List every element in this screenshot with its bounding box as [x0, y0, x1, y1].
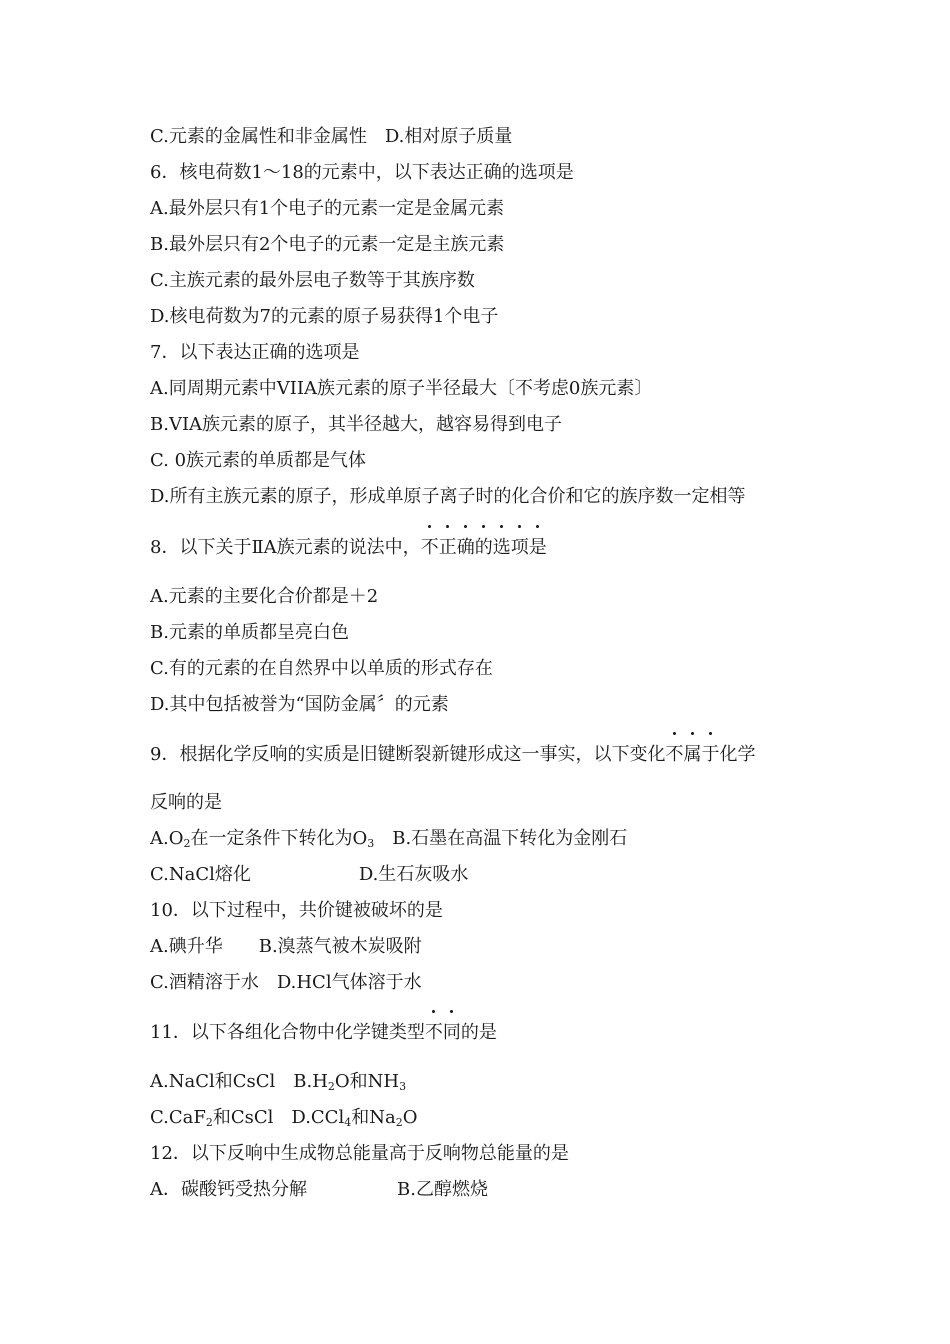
- emphasis-char: 的: [474, 537, 493, 558]
- q8-emphasis: [421, 537, 547, 558]
- emphasis-char: 项: [510, 537, 529, 558]
- q10-stem: 10．以下过程中，共价键被破坏的是: [150, 900, 443, 921]
- q9-stem-after: 化学: [719, 744, 756, 765]
- emphasis-char: 不: [420, 537, 439, 558]
- q11-stem: [150, 1022, 497, 1044]
- q11-stem-after: 的是: [460, 1022, 497, 1043]
- q11-option-cd-text: 和CsCl D.CCl: [212, 1107, 345, 1128]
- q11-option-d-text: 和Na: [351, 1107, 396, 1128]
- subscript: 2: [183, 837, 191, 850]
- q9-option-a-text-2: 在一定条件下转化为O: [190, 828, 368, 849]
- q6-stem: 6．核电荷数1～18的元素中，以下表达正确的选项是: [150, 162, 574, 183]
- q8-option-b: B.元素的单质都呈亮白色: [150, 622, 349, 643]
- emphasis-char: 于: [701, 744, 720, 765]
- q8-stem: [150, 537, 547, 559]
- q12-option-ab: A．碳酸钙受热分解 B.乙醇燃烧: [150, 1179, 488, 1200]
- q9-option-b-text: B.石墨在高温下转化为金刚石: [374, 828, 628, 849]
- q9-option-a-text: A.O: [150, 828, 184, 849]
- q9-emphasis: [665, 744, 719, 765]
- q11-emphasis: [425, 1022, 461, 1043]
- subscript: 2: [327, 1080, 335, 1093]
- q6-option-b: B.最外层只有2个电子的元素一定是主族元素: [150, 234, 505, 255]
- emphasis-char: 正: [438, 537, 457, 558]
- q10-option-ab: A.碘升华 B.溴蒸气被木炭吸附: [150, 936, 422, 957]
- q11-option-a-text: A.NaCl和CsCl B.H: [150, 1071, 328, 1092]
- q9-option-ab: [150, 828, 627, 850]
- emphasis-char: 属: [683, 744, 702, 765]
- q10-option-cd: C.酒精溶于水 D.HCl气体溶于水: [150, 972, 422, 993]
- q8-stem-text: 8．以下关于ⅡA族元素的说法中，: [150, 537, 421, 558]
- q9-stem: [150, 744, 755, 766]
- emphasis-char: 是: [528, 537, 547, 558]
- q12-stem: 12．以下反响中生成物总能量高于反响物总能量的是: [150, 1143, 569, 1164]
- emphasis-char: 不: [424, 1022, 443, 1043]
- q11-option-d-text-2: O: [402, 1107, 418, 1128]
- q11-option-cd: [150, 1107, 417, 1129]
- q7-option-a: A.同周期元素中VIIA族元素的原子半径最大〔不考虑0族元素〕: [150, 378, 653, 399]
- q11-option-ab: [150, 1071, 406, 1093]
- subscript: 2: [395, 1116, 403, 1129]
- q6-option-d: D.核电荷数为7的元素的原子易获得1个电子: [150, 306, 499, 327]
- emphasis-char: 选: [492, 537, 511, 558]
- q9-stem-text: 9．根据化学反响的实质是旧键断裂新键形成这一事实，以下变化: [150, 744, 666, 765]
- subscript: 3: [367, 837, 375, 850]
- q7-option-c: C. 0族元素的单质都是气体: [150, 450, 367, 471]
- emphasis-char: 确: [456, 537, 475, 558]
- q11-option-b-text: O和NH: [334, 1071, 400, 1092]
- q7-option-d: D.所有主族元素的原子，形成单原子离子时的化合价和它的族序数一定相等: [150, 486, 746, 507]
- q8-option-d: D.其中包括被誉为“国防金属〞的元素: [150, 694, 449, 715]
- q11-stem-text: 11．以下各组化合物中化学键类型: [150, 1022, 425, 1043]
- q8-option-c: C.有的元素的在自然界中以单质的形式存在: [150, 658, 493, 679]
- subscript: 3: [399, 1080, 407, 1093]
- q9-option-cd: C.NaCl熔化 D.生石灰吸水: [150, 864, 469, 885]
- emphasis-char: 同: [442, 1022, 461, 1043]
- q8-option-a: A.元素的主要化合价都是＋2: [150, 586, 379, 607]
- q5-option-cd: C.元素的金属性和非金属性 D.相对原子质量: [150, 126, 513, 147]
- subscript: 4: [344, 1116, 352, 1129]
- subscript: 2: [205, 1116, 213, 1129]
- q7-option-b: B.VIA族元素的原子，其半径越大，越容易得到电子: [150, 414, 563, 435]
- q6-option-c: C.主族元素的最外层电子数等于其族序数: [150, 270, 475, 291]
- q6-option-a: A.最外层只有1个电子的元素一定是金属元素: [150, 198, 505, 219]
- q11-option-c-text: C.CaF: [150, 1107, 206, 1128]
- q9-stem-continued: 反响的是: [150, 792, 222, 813]
- emphasis-char: 不: [665, 744, 684, 765]
- q7-stem: 7．以下表达正确的选项是: [150, 342, 360, 363]
